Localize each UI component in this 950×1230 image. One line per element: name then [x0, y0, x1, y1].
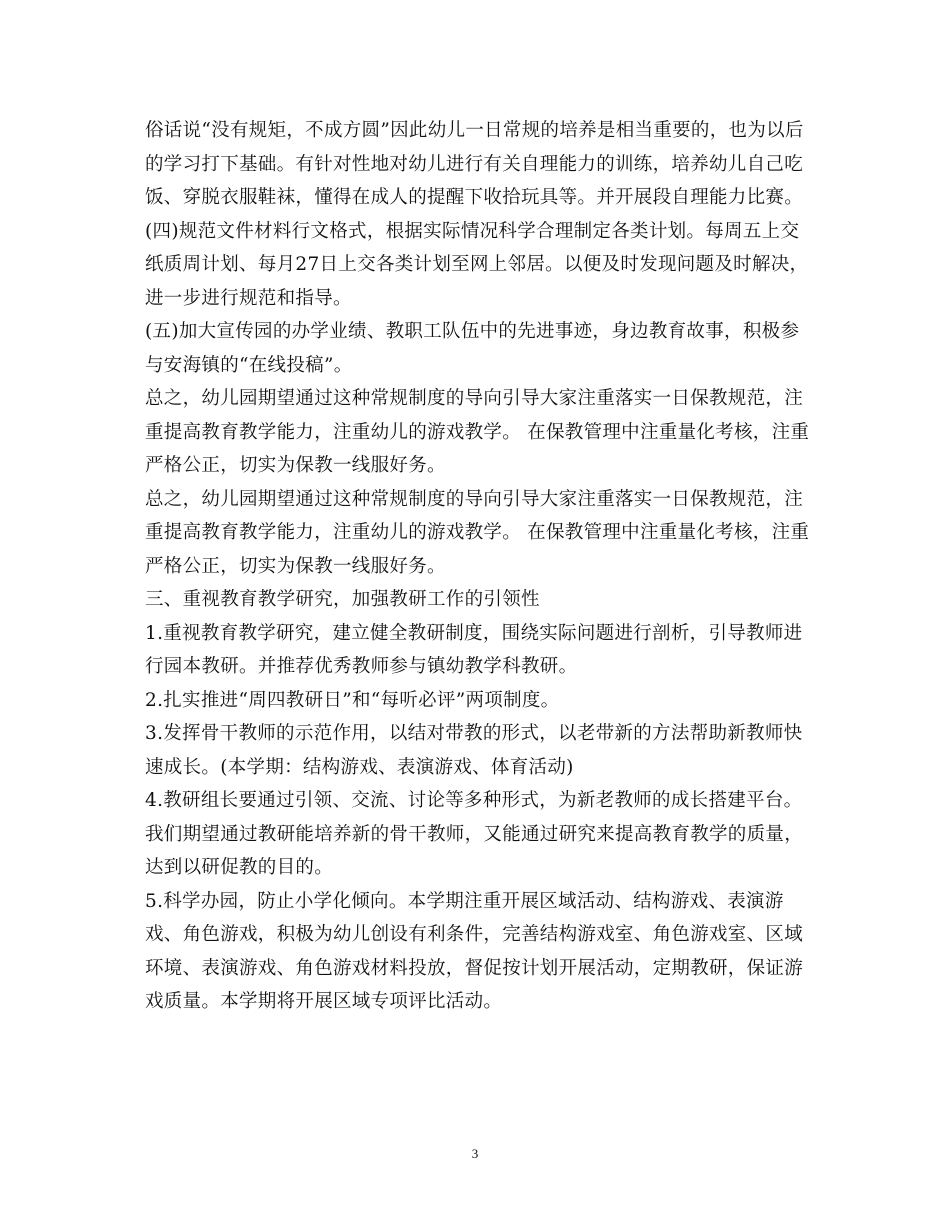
list-item-4: 4.教研组长要通过引领、交流、讨论等多种形式，为新老教师的成长搭建平台。我们期望通过教研能培养新的骨干教师，又能通过研究来提高教育教学的质量，达到以研促教的目的。 [145, 790, 804, 878]
list-item-3: 3.发挥骨干教师的示范作用，以结对带教的形式，以老带新的方法帮助新教师快速成长。(本学期：结构游戏、表演游戏、体育活动) [145, 723, 803, 778]
paragraph-section-5: (五)加大宣传园的办学业绩、教职工队伍中的先进事迹，身边教育故事，积极参与安海镇的“在线投稿”。 [145, 321, 800, 376]
paragraph-daily-routine: 俗话说“没有规矩，不成方圆”因此幼儿一日常规的培养是相当重要的，也为以后的学习打下基础。有针对性地对幼儿进行有关自理能力的训练，培养幼儿自己吃饭、穿脱衣服鞋袜，懂得在成人的提醒下收拾玩具等。并开展段自理能力比赛。 [145, 120, 804, 208]
list-item-2: 2.扎实推进“周四教研日”和“每听必评”两项制度。 [145, 689, 560, 711]
paragraph-section-4: (四)规范文件材料行文格式，根据实际情况科学合理制定各类计划。每周五上交纸质周计划、每月27日上交各类计划至网上邻居。以便及时发现问题及时解决，进一步进行规范和指导。 [145, 220, 809, 309]
document-body [145, 114, 815, 1019]
list-item-1: 1.重视教育教学研究，建立健全教研制度，围绕实际问题进行剖析，引导教师进行园本教研。并推荐优秀教师参与镇幼教学科教研。 [145, 622, 803, 677]
list-item-5: 5.科学办园，防止小学化倾向。本学期注重开展区域活动、结构游戏、表演游戏、角色游戏，积极为幼儿创设有利条件，完善结构游戏室、角色游戏室、区域环境、表演游戏、角色游戏材料投放，督促按计划开展活动，定期教研，保证游戏质量。本学期将开展区域专项评比活动。 [145, 890, 804, 1012]
paragraph-summary-1: 总之，幼儿园期望通过这种常规制度的导向引导大家注重落实一日保教规范，注重提高教育教学能力，注重幼儿的游戏教学。 在保教管理中注重量化考核，注重严格公正，切实为保教一线服好务。 [145, 388, 810, 476]
paragraph-summary-2: 总之，幼儿园期望通过这种常规制度的导向引导大家注重落实一日保教规范，注重提高教育教学能力，注重幼儿的游戏教学。 在保教管理中注重量化考核，注重严格公正，切实为保教一线服好务。 [145, 488, 810, 577]
page-number: 3 [471, 1146, 479, 1161]
section-heading-3: 三、重视教育教学研究，加强教研工作的引领性 [145, 589, 540, 610]
